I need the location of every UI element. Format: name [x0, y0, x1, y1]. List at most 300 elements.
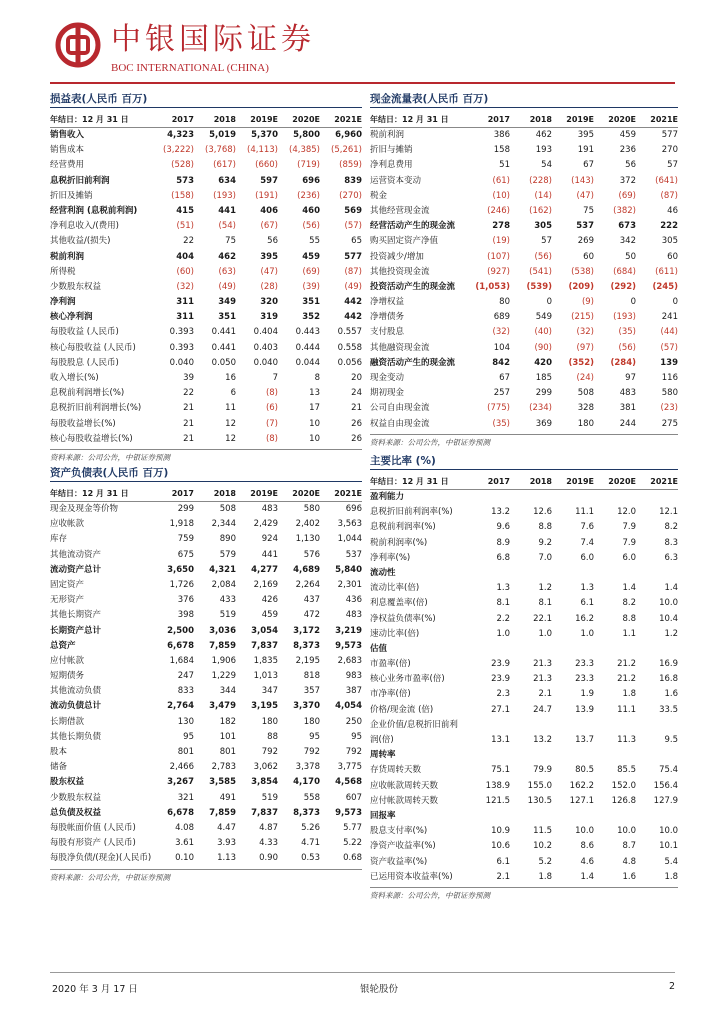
- table-title: 现金流量表(人民币 百万): [370, 90, 678, 108]
- value-cell: (10): [492, 190, 510, 201]
- value-cell: (719): [297, 160, 320, 171]
- value-cell: 4.71: [301, 838, 320, 849]
- value-cell: 0.056: [337, 357, 362, 368]
- value-cell: 10: [309, 418, 320, 429]
- value-cell: 5.26: [301, 822, 320, 833]
- table-row: [370, 824, 678, 839]
- value-cell: 1,835: [253, 655, 278, 666]
- value-cell: (107): [487, 251, 510, 262]
- row-label: 周转率: [370, 750, 396, 761]
- value-cell: 4,321: [209, 564, 236, 575]
- value-cell: (56): [534, 251, 552, 262]
- value-cell: 5,840: [335, 564, 362, 575]
- table-row: [50, 760, 362, 775]
- value-cell: 508: [219, 504, 236, 514]
- value-cell: 9.5: [664, 735, 678, 745]
- value-cell: 441: [261, 549, 278, 560]
- value-cell: 6,678: [167, 640, 194, 651]
- table-row: [370, 703, 678, 718]
- value-cell: 13.2: [491, 507, 510, 518]
- value-cell: 5,800: [293, 130, 320, 140]
- table-row: [50, 189, 362, 204]
- table-row: [370, 642, 678, 657]
- value-cell: 155.0: [527, 780, 552, 791]
- value-cell: 319: [260, 312, 278, 323]
- value-cell: 4.47: [217, 822, 236, 833]
- value-cell: 16.2: [575, 613, 594, 624]
- row-label: 资产收益率(%): [370, 856, 428, 867]
- value-cell: 4.8: [622, 856, 636, 867]
- value-cell: 472: [303, 610, 320, 621]
- value-cell: 0.040: [169, 357, 194, 368]
- value-cell: 5.22: [343, 838, 362, 849]
- value-cell: (7): [265, 418, 278, 429]
- value-cell: 437: [303, 595, 320, 606]
- value-cell: (28): [260, 281, 278, 292]
- table-row: [370, 250, 678, 265]
- row-label: 净资产收益率(%): [370, 841, 436, 852]
- source-note: 资料来源：公司公告，中银证券预测: [370, 434, 678, 450]
- value-cell: 3,585: [209, 777, 236, 788]
- value-cell: 1.4: [664, 583, 678, 594]
- table-row: [370, 672, 678, 687]
- row-label: 应付帐款周转天数: [370, 795, 439, 806]
- value-cell: (382): [613, 205, 636, 216]
- value-cell: 275: [661, 418, 678, 429]
- value-cell: 579: [219, 549, 236, 560]
- year-header: 2018: [213, 489, 236, 498]
- value-cell: (859): [339, 160, 362, 171]
- value-cell: 404: [176, 251, 194, 262]
- value-cell: 6.0: [622, 552, 636, 563]
- value-cell: 9.2: [538, 537, 552, 548]
- year-header: 2020E: [292, 115, 320, 124]
- row-label: 税前利润: [370, 130, 405, 140]
- value-cell: (67): [260, 221, 278, 232]
- value-cell: 23.3: [575, 674, 594, 685]
- value-cell: 607: [345, 792, 362, 803]
- report-header: [55, 20, 675, 82]
- value-cell: 24.7: [533, 704, 552, 715]
- value-cell: 9,573: [335, 640, 362, 651]
- value-cell: (539): [526, 281, 552, 292]
- value-cell: 21: [183, 433, 194, 444]
- value-cell: 13.7: [575, 735, 594, 745]
- value-cell: (352): [568, 357, 594, 368]
- value-cell: (236): [297, 190, 320, 201]
- value-cell: (63): [218, 266, 236, 277]
- table-row: [50, 432, 362, 447]
- value-cell: 0.90: [259, 853, 278, 864]
- value-cell: 2,466: [169, 762, 194, 773]
- value-cell: 792: [303, 747, 320, 757]
- value-cell: 1.3: [580, 583, 594, 594]
- value-cell: 0.443: [295, 327, 320, 338]
- row-label: 每股净负债/(现金)(人民币): [50, 853, 152, 864]
- brand-name-en: BOC INTERNATIONAL (CHINA): [111, 62, 269, 74]
- value-cell: (270): [339, 190, 362, 201]
- value-cell: 8.8: [622, 613, 636, 624]
- value-cell: 3,378: [295, 762, 320, 773]
- year-header: 2019E: [250, 115, 278, 124]
- value-cell: 4.08: [175, 822, 194, 833]
- value-cell: 7.9: [622, 537, 636, 548]
- value-cell: 79.9: [533, 765, 552, 776]
- value-cell: 158: [493, 145, 510, 156]
- value-cell: 0.441: [211, 327, 236, 338]
- value-cell: [594, 748, 636, 763]
- value-cell: (292): [610, 281, 636, 292]
- value-cell: 3,650: [167, 564, 194, 575]
- value-cell: 4,568: [335, 777, 362, 788]
- value-cell: 4,689: [293, 564, 320, 575]
- value-cell: [468, 490, 510, 505]
- row-label: 短期债务: [50, 671, 85, 682]
- value-cell: (4,113): [247, 145, 278, 156]
- value-cell: [552, 718, 594, 733]
- value-cell: (215): [571, 312, 594, 323]
- value-cell: 2,402: [295, 519, 320, 530]
- value-cell: 50: [625, 251, 636, 262]
- value-cell: 65: [351, 236, 362, 247]
- row-label: 投资减少/增加: [370, 251, 424, 262]
- value-cell: 983: [345, 671, 362, 682]
- row-label: 现金变动: [370, 373, 405, 383]
- value-cell: 433: [219, 595, 236, 606]
- value-cell: 549: [535, 312, 552, 323]
- value-cell: 2,169: [253, 579, 278, 590]
- value-cell: 573: [176, 175, 194, 186]
- value-cell: 6.0: [580, 552, 594, 563]
- value-cell: 12.1: [659, 507, 678, 518]
- value-cell: 7.9: [622, 522, 636, 533]
- value-cell: 8.7: [622, 841, 636, 852]
- value-cell: (8): [265, 388, 278, 399]
- value-cell: 8: [314, 373, 320, 383]
- year-header: 2019E: [250, 489, 278, 498]
- value-cell: 2.1: [538, 689, 552, 700]
- value-cell: 8.2: [622, 598, 636, 609]
- row-label: 运营资本变动: [370, 175, 422, 186]
- table-row: [370, 265, 678, 280]
- table-row: [370, 612, 678, 627]
- value-cell: 24: [351, 388, 362, 399]
- value-cell: [510, 490, 552, 505]
- value-cell: (234): [529, 403, 552, 414]
- value-cell: 278: [492, 221, 510, 232]
- table-row: [370, 280, 678, 295]
- value-cell: 23.3: [575, 659, 594, 670]
- brand-name-cn: 中银国际证券: [111, 22, 315, 57]
- row-label: 长期资产总计: [50, 625, 102, 636]
- value-cell: [468, 809, 510, 824]
- table-row: [50, 851, 362, 866]
- row-label: 息税折旧前利润增长(%): [50, 403, 142, 414]
- value-cell: 398: [177, 610, 194, 621]
- value-cell: 0.050: [211, 357, 236, 368]
- value-cell: 349: [218, 297, 236, 308]
- value-cell: 1.2: [664, 628, 678, 639]
- row-label: 每股有形资产 (人民币): [50, 838, 136, 849]
- value-cell: 21.2: [617, 674, 636, 685]
- table-title: 损益表(人民币 百万): [50, 90, 362, 108]
- table-row: [50, 563, 362, 578]
- value-cell: 26: [351, 433, 362, 444]
- table-row: [50, 791, 362, 806]
- value-cell: (97): [576, 342, 594, 353]
- value-cell: [636, 718, 678, 733]
- value-cell: 4.33: [259, 838, 278, 849]
- row-label: 储备: [50, 762, 68, 773]
- row-label: 销售成本: [50, 145, 85, 156]
- value-cell: 3,563: [337, 519, 362, 530]
- row-label: 应收帐款周转天数: [370, 780, 439, 791]
- value-cell: 39: [183, 373, 194, 383]
- row-label: 市净率(倍): [370, 689, 411, 700]
- value-cell: 60: [583, 251, 594, 262]
- value-cell: 10.0: [659, 826, 678, 837]
- cash-flow-panel: [370, 90, 678, 450]
- table-row: [50, 341, 362, 356]
- value-cell: 22: [183, 388, 194, 399]
- table-row: [370, 189, 678, 204]
- value-cell: [552, 809, 594, 824]
- value-cell: 321: [177, 792, 194, 803]
- row-label: 股息支付率(%): [370, 826, 428, 837]
- table-row: [50, 806, 362, 821]
- row-label: 少数股东权益: [50, 792, 102, 803]
- row-label: 流动负债总计: [50, 701, 102, 712]
- table-row: [370, 551, 678, 566]
- value-cell: 3.93: [217, 838, 236, 849]
- value-cell: (538): [571, 266, 594, 277]
- value-cell: (49): [218, 281, 236, 292]
- table-row: [370, 174, 678, 189]
- value-cell: 576: [303, 549, 320, 560]
- value-cell: 577: [661, 130, 678, 140]
- year-header: 2020E: [292, 489, 320, 498]
- value-cell: (6): [265, 403, 278, 414]
- value-cell: 162.2: [569, 780, 594, 791]
- value-cell: 483: [345, 610, 362, 621]
- value-cell: 11.5: [533, 826, 552, 837]
- value-cell: (617): [213, 160, 236, 171]
- balance-sheet-panel: [50, 464, 362, 885]
- value-cell: 8,373: [293, 640, 320, 651]
- table-row: [370, 325, 678, 340]
- table-row: [50, 128, 362, 143]
- table-row: [370, 718, 678, 733]
- footer-date: 2020 年 3 月 17 日: [52, 984, 138, 995]
- value-cell: 8.3: [664, 537, 678, 548]
- value-cell: 2,195: [295, 655, 320, 666]
- value-cell: 357: [303, 686, 320, 697]
- value-cell: 2,084: [211, 579, 236, 590]
- value-cell: 4,323: [167, 130, 194, 140]
- value-cell: (51): [176, 221, 194, 232]
- table-row: [50, 578, 362, 593]
- value-cell: 138.9: [485, 780, 510, 791]
- value-cell: 2,344: [211, 519, 236, 530]
- value-cell: 580: [303, 504, 320, 514]
- value-cell: [636, 809, 678, 824]
- value-cell: 305: [534, 221, 552, 232]
- row-label: 少数股东权益: [50, 281, 102, 292]
- table-row: [50, 669, 362, 684]
- value-cell: 1.4: [580, 871, 594, 882]
- value-cell: 634: [218, 175, 236, 186]
- value-cell: 10.9: [491, 826, 510, 837]
- value-cell: 23.9: [491, 659, 510, 670]
- row-label: 价格/现金流 (倍): [370, 704, 434, 715]
- value-cell: 16: [225, 373, 236, 383]
- row-label: 购买固定资产净值: [370, 236, 439, 247]
- row-label: 其他收益/(损失): [50, 236, 111, 247]
- row-label: 流动性: [370, 567, 396, 578]
- value-cell: 1.0: [496, 628, 510, 639]
- value-cell: 127.1: [569, 795, 594, 806]
- value-cell: (23): [660, 403, 678, 414]
- value-cell: 2,429: [253, 519, 278, 530]
- value-cell: 1.8: [538, 871, 552, 882]
- value-cell: 12.0: [617, 507, 636, 518]
- value-cell: 13.2: [533, 735, 552, 745]
- value-cell: 0: [546, 297, 552, 308]
- row-label: 期初现金: [370, 388, 405, 399]
- row-label: 收入增长(%): [50, 373, 99, 383]
- table-row: [370, 748, 678, 763]
- value-cell: 442: [344, 312, 362, 323]
- value-cell: [594, 490, 636, 505]
- row-label: 净权益负债率(%): [370, 613, 436, 624]
- row-label: 现金及现金等价物: [50, 504, 119, 514]
- value-cell: (3,222): [163, 145, 194, 156]
- value-cell: (1,053): [475, 281, 510, 292]
- value-cell: 0.403: [253, 342, 278, 353]
- value-cell: [468, 718, 510, 733]
- value-cell: 0.68: [343, 853, 362, 864]
- value-cell: 311: [176, 312, 194, 323]
- table-row: [50, 234, 362, 249]
- value-cell: 0.393: [169, 342, 194, 353]
- table-row: [370, 386, 678, 401]
- value-cell: 580: [661, 388, 678, 399]
- value-cell: 269: [577, 236, 594, 247]
- value-cell: 558: [303, 792, 320, 803]
- value-cell: 3,195: [251, 701, 278, 712]
- page-number: 2: [668, 981, 675, 992]
- value-cell: 537: [345, 549, 362, 560]
- value-cell: 270: [661, 145, 678, 156]
- value-cell: 792: [345, 747, 362, 757]
- value-cell: (9): [581, 297, 594, 308]
- value-cell: [636, 566, 678, 581]
- value-cell: 0: [672, 297, 678, 308]
- value-cell: 3,479: [209, 701, 236, 712]
- table-row: [370, 158, 678, 173]
- row-label: 每股帐面价值 (人民币): [50, 822, 136, 833]
- row-label: 流动比率(倍): [370, 583, 420, 594]
- value-cell: 7.4: [580, 537, 594, 548]
- value-cell: 7.6: [580, 522, 594, 533]
- row-label: 息税折旧前利润率(%): [370, 507, 453, 518]
- value-cell: 8.2: [664, 522, 678, 533]
- row-label: 融资活动产生的现金流: [370, 357, 456, 368]
- value-cell: (775): [487, 403, 510, 414]
- table-row: [370, 581, 678, 596]
- value-cell: 244: [619, 418, 636, 429]
- year-header: 2021E: [334, 115, 362, 124]
- value-cell: [594, 809, 636, 824]
- value-cell: 1,229: [211, 671, 236, 682]
- value-cell: 1.2: [538, 583, 552, 594]
- value-cell: [552, 642, 594, 657]
- table-row: [50, 654, 362, 669]
- value-cell: 0.53: [301, 853, 320, 864]
- row-label: 经营费用: [50, 160, 85, 171]
- value-cell: 3,036: [209, 625, 236, 636]
- value-cell: 7.0: [538, 552, 552, 563]
- value-cell: 185: [535, 373, 552, 383]
- row-label: 应付帐款: [50, 655, 85, 666]
- value-cell: 483: [619, 388, 636, 399]
- value-cell: 1.9: [580, 689, 594, 700]
- table-row: [370, 870, 678, 885]
- value-cell: 60: [667, 251, 678, 262]
- table-row: [370, 733, 678, 748]
- row-label: 净增债务: [370, 312, 405, 323]
- table-row: [370, 371, 678, 386]
- value-cell: 7,859: [209, 640, 236, 651]
- value-cell: 8.1: [538, 598, 552, 609]
- value-cell: (191): [255, 190, 278, 201]
- table-row: [370, 295, 678, 310]
- value-cell: 415: [176, 205, 194, 216]
- value-cell: 1.3: [496, 583, 510, 594]
- value-cell: 426: [261, 595, 278, 606]
- value-cell: 6.8: [496, 552, 510, 563]
- row-label: 存货周转天数: [370, 765, 422, 776]
- value-cell: 0.044: [295, 357, 320, 368]
- value-cell: 116: [661, 373, 678, 383]
- value-cell: 121.5: [485, 795, 510, 806]
- value-cell: 519: [219, 610, 236, 621]
- year-header: 2017: [487, 477, 510, 486]
- value-cell: 459: [619, 130, 636, 140]
- value-cell: 11.3: [617, 735, 636, 745]
- value-cell: 1,013: [253, 671, 278, 682]
- value-cell: 95: [351, 731, 362, 742]
- value-cell: 351: [302, 297, 320, 308]
- table-row: [50, 386, 362, 401]
- table-row: [370, 839, 678, 854]
- table-row: [370, 356, 678, 371]
- value-cell: 191: [577, 145, 594, 156]
- value-cell: 21: [183, 403, 194, 414]
- value-cell: 75: [583, 205, 594, 216]
- value-cell: 180: [261, 716, 278, 727]
- table-row: [370, 505, 678, 520]
- value-cell: 7: [272, 373, 278, 383]
- year-header: 2021E: [650, 115, 678, 124]
- year-header: 2020E: [608, 477, 636, 486]
- boc-logo-icon: [55, 22, 101, 68]
- row-label: 股本: [50, 747, 68, 757]
- value-cell: 347: [261, 686, 278, 697]
- value-cell: (32): [492, 327, 510, 338]
- value-cell: (246): [487, 205, 510, 216]
- table-row: [50, 639, 362, 654]
